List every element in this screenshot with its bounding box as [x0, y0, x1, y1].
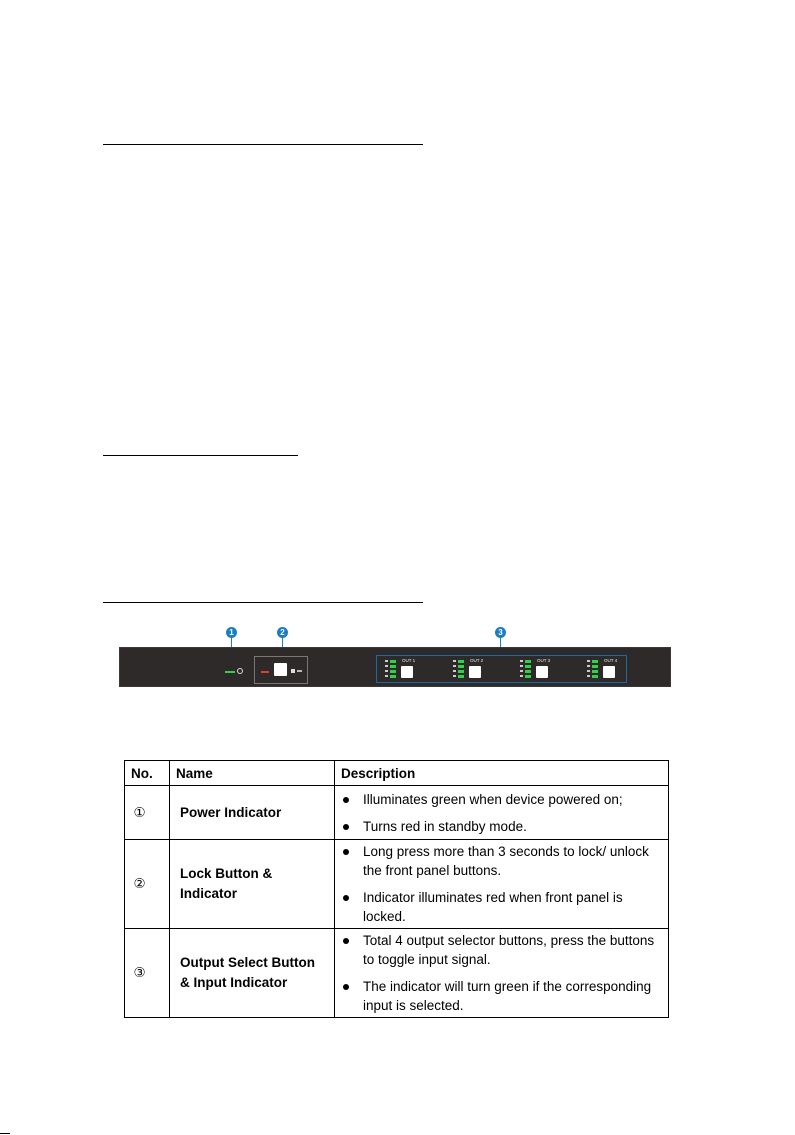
row-number: ③: [125, 929, 170, 1018]
output-group-3: [520, 659, 556, 681]
input-indicator-led: [525, 660, 531, 663]
input-indicator-led: [390, 675, 396, 678]
lock-icon: [291, 669, 295, 673]
bullet-item: Total 4 output selector buttons, press the buttons to toggle input signal.: [341, 931, 662, 969]
output-label: OUT 1: [402, 658, 416, 663]
input-indicator-led: [525, 665, 531, 668]
power-indicator-led: [225, 671, 235, 673]
power-icon: [237, 668, 243, 674]
input-indicator-led: [592, 665, 598, 668]
input-indicator-led: [458, 660, 464, 663]
output-label: OUT 3: [537, 658, 551, 663]
table-row: [125, 840, 669, 929]
bullet-item: Illuminates green when device powered on;: [341, 790, 662, 809]
bullet-item: Indicator illuminates red when front panel is locked.: [341, 888, 662, 926]
row-name: Output Select Button & Input Indicator: [170, 929, 335, 1018]
page-edge-mark: [0, 1133, 10, 1134]
input-indicator-led: [390, 660, 396, 663]
bullet-item: Long press more than 3 seconds to lock/ unlock the front panel buttons.: [341, 842, 662, 880]
row-number: ②: [125, 840, 170, 929]
output-group-1: [385, 659, 421, 681]
row-number: ①: [125, 786, 170, 840]
header-no: No.: [125, 761, 170, 786]
row-description: [335, 840, 669, 929]
callout-1: 1: [226, 627, 237, 638]
output-select-button[interactable]: [469, 666, 481, 678]
front-panel-description-table: [124, 760, 669, 1018]
bullet-item: Turns red in standby mode.: [341, 817, 662, 836]
row-name: Lock Button & Indicator: [170, 840, 335, 929]
input-indicator-led: [458, 675, 464, 678]
callout-2: 2: [277, 627, 288, 638]
input-indicator-led: [390, 670, 396, 673]
input-indicator-led: [458, 665, 464, 668]
table-row: [125, 786, 669, 840]
output-group-4: [587, 659, 623, 681]
table-row: [125, 929, 669, 1018]
input-indicator-led: [525, 675, 531, 678]
row-name: Power Indicator: [170, 786, 335, 840]
header-name: Name: [170, 761, 335, 786]
output-label: OUT 4: [604, 658, 618, 663]
input-indicator-led: [458, 670, 464, 673]
output-group-2: [453, 659, 489, 681]
row-description: [335, 786, 669, 840]
section-rule: [103, 602, 423, 603]
device-front-panel: [119, 647, 671, 687]
lock-button[interactable]: [274, 663, 287, 676]
input-indicator-led: [525, 670, 531, 673]
lock-section: [254, 656, 308, 684]
lock-label-mark: [297, 670, 302, 672]
input-indicator-led: [592, 660, 598, 663]
bullet-item: The indicator will turn green if the corresponding input is selected.: [341, 977, 662, 1015]
row-description: [335, 929, 669, 1018]
section-rule: [103, 455, 298, 456]
table-header-row: [125, 761, 669, 786]
output-label: OUT 2: [470, 658, 484, 663]
lock-indicator-led: [261, 671, 269, 673]
input-indicator-led: [390, 665, 396, 668]
output-select-button[interactable]: [603, 666, 615, 678]
output-select-button[interactable]: [401, 666, 413, 678]
section-rule: [103, 144, 423, 145]
input-indicator-led: [592, 670, 598, 673]
callout-3: 3: [495, 627, 506, 638]
output-select-button[interactable]: [536, 666, 548, 678]
input-indicator-led: [592, 675, 598, 678]
output-select-section: [376, 655, 627, 683]
header-description: Description: [335, 761, 669, 786]
